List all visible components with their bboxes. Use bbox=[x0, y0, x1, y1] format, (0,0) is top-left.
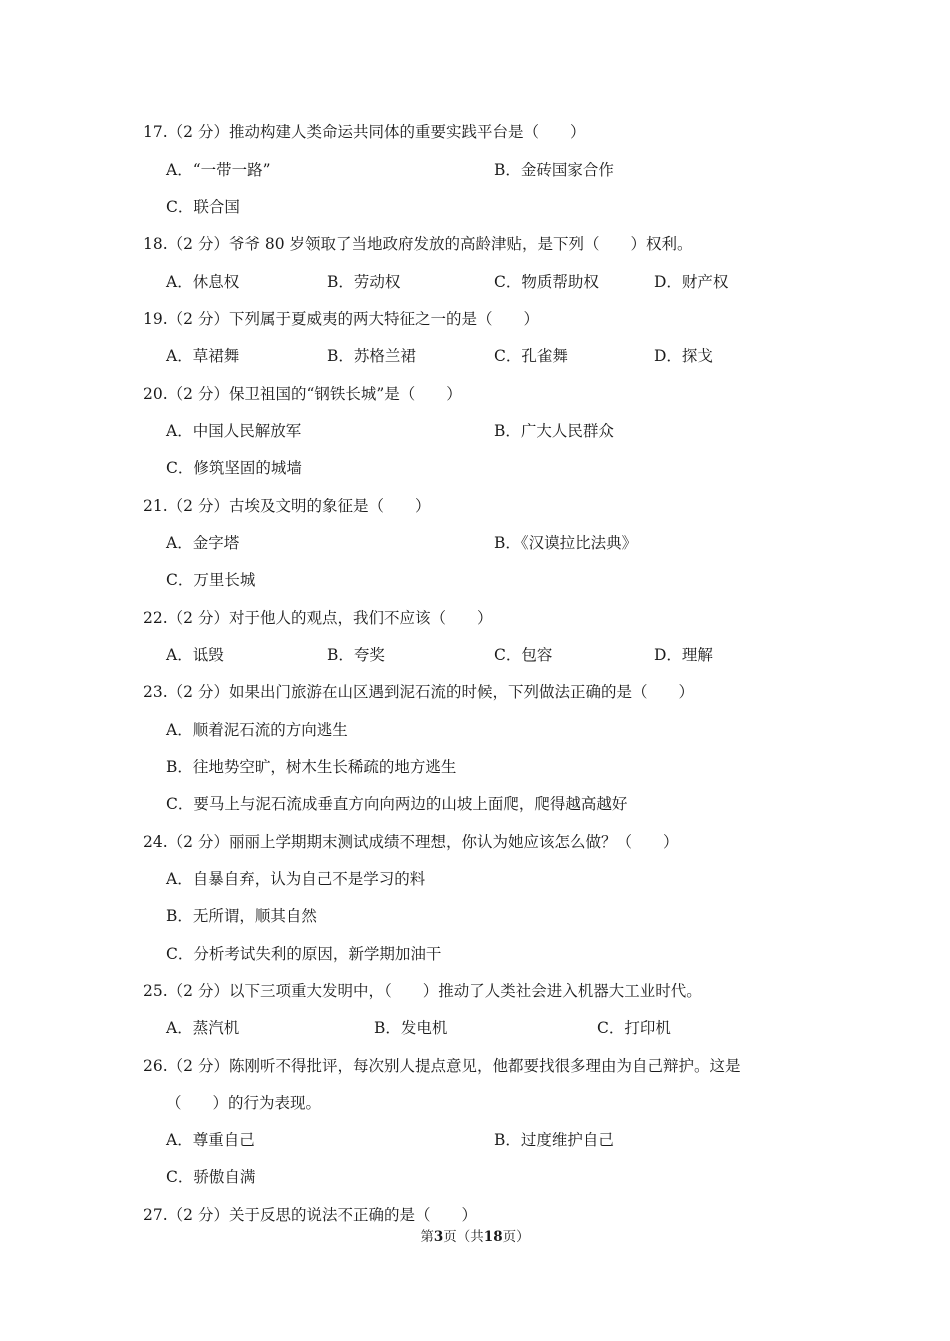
question-19-option-c: C．孔雀舞 bbox=[494, 347, 568, 365]
question-25-option-a: A．蒸汽机 bbox=[166, 1019, 240, 1037]
question-22-option-a: A．诋毁 bbox=[166, 646, 224, 664]
question-18-option-a: A．休息权 bbox=[166, 273, 240, 291]
question-17-option-c: C．联合国 bbox=[166, 198, 240, 216]
question-24-option-a: A．自暴自弃，认为自己不是学习的料 bbox=[166, 870, 426, 888]
question-19-option-d: D．探戈 bbox=[654, 347, 713, 365]
question-24-option-b: B．无所谓，顺其自然 bbox=[166, 907, 317, 925]
question-26-option-b: B．过度维护自己 bbox=[494, 1131, 614, 1149]
question-21-option-c: C．万里长城 bbox=[166, 571, 256, 589]
question-25-option-b: B．发电机 bbox=[374, 1019, 448, 1037]
question-26-stem-continued: （ ）的行为表现。 bbox=[166, 1094, 322, 1112]
footer-total-pages: 18 bbox=[483, 1229, 503, 1245]
question-24-stem: 24.（2 分）丽丽上学期期末测试成绩不理想，你认为她应该怎么做？（ ） bbox=[143, 833, 679, 851]
question-22-option-b: B．夸奖 bbox=[327, 646, 385, 664]
question-19-option-b: B．苏格兰裙 bbox=[327, 347, 416, 365]
question-20-stem: 20.（2 分）保卫祖国的“钢铁长城”是（ ） bbox=[143, 385, 462, 403]
question-23-stem: 23.（2 分）如果出门旅游在山区遇到泥石流的时候，下列做法正确的是（ ） bbox=[143, 683, 694, 701]
question-21-stem: 21.（2 分）古埃及文明的象征是（ ） bbox=[143, 497, 431, 515]
question-26-stem: 26.（2 分）陈刚听不得批评，每次别人提点意见，他都要找很多理由为自己辩护。这是 bbox=[143, 1057, 741, 1075]
question-22-stem: 22.（2 分）对于他人的观点，我们不应该（ ） bbox=[143, 609, 493, 627]
footer-suffix: 页） bbox=[502, 1229, 530, 1245]
question-27-stem: 27.（2 分）关于反思的说法不正确的是（ ） bbox=[143, 1206, 477, 1224]
question-18-option-c: C．物质帮助权 bbox=[494, 273, 599, 291]
question-23-option-b: B．往地势空旷，树木生长稀疏的地方逃生 bbox=[166, 758, 457, 776]
question-20-option-a: A．中国人民解放军 bbox=[166, 422, 302, 440]
question-21-option-b: B．《汉谟拉比法典》 bbox=[494, 534, 638, 552]
question-24-option-c: C．分析考试失利的原因，新学期加油干 bbox=[166, 945, 442, 963]
question-21-option-a: A．金字塔 bbox=[166, 534, 240, 552]
question-19-option-a: A．草裙舞 bbox=[166, 347, 240, 365]
footer-page-number: 3 bbox=[433, 1229, 444, 1245]
question-18-stem: 18.（2 分）爷爷 80 岁领取了当地政府发放的高龄津贴，是下列（ ）权利。 bbox=[143, 235, 693, 253]
question-22-option-c: C．包容 bbox=[494, 646, 553, 664]
question-17-stem: 17.（2 分）推动构建人类命运共同体的重要实践平台是（ ） bbox=[143, 123, 586, 141]
question-25-stem: 25.（2 分）以下三项重大发明中，（ ）推动了人类社会进入机器大工业时代。 bbox=[143, 982, 702, 1000]
question-18-option-b: B．劳动权 bbox=[327, 273, 401, 291]
question-26-option-a: A．尊重自己 bbox=[166, 1131, 255, 1149]
page-footer bbox=[0, 1227, 950, 1247]
question-17-option-b: B．金砖国家合作 bbox=[494, 161, 614, 179]
question-25-option-c: C．打印机 bbox=[597, 1019, 671, 1037]
question-19-stem: 19.（2 分）下列属于夏威夷的两大特征之一的是（ ） bbox=[143, 310, 539, 328]
question-22-option-d: D．理解 bbox=[654, 646, 713, 664]
question-20-option-b: B．广大人民群众 bbox=[494, 422, 614, 440]
question-26-option-c: C．骄傲自满 bbox=[166, 1168, 256, 1186]
question-18-option-d: D．财产权 bbox=[654, 273, 729, 291]
question-20-option-c: C．修筑坚固的城墙 bbox=[166, 459, 302, 477]
question-23-option-a: A．顺着泥石流的方向逃生 bbox=[166, 721, 348, 739]
question-23-option-c: C．要马上与泥石流成垂直方向向两边的山坡上面爬，爬得越高越好 bbox=[166, 795, 628, 813]
footer-mid: 页（共 bbox=[443, 1229, 484, 1245]
question-17-option-a: A．“一带一路” bbox=[166, 161, 271, 179]
footer-prefix: 第 bbox=[420, 1229, 434, 1245]
